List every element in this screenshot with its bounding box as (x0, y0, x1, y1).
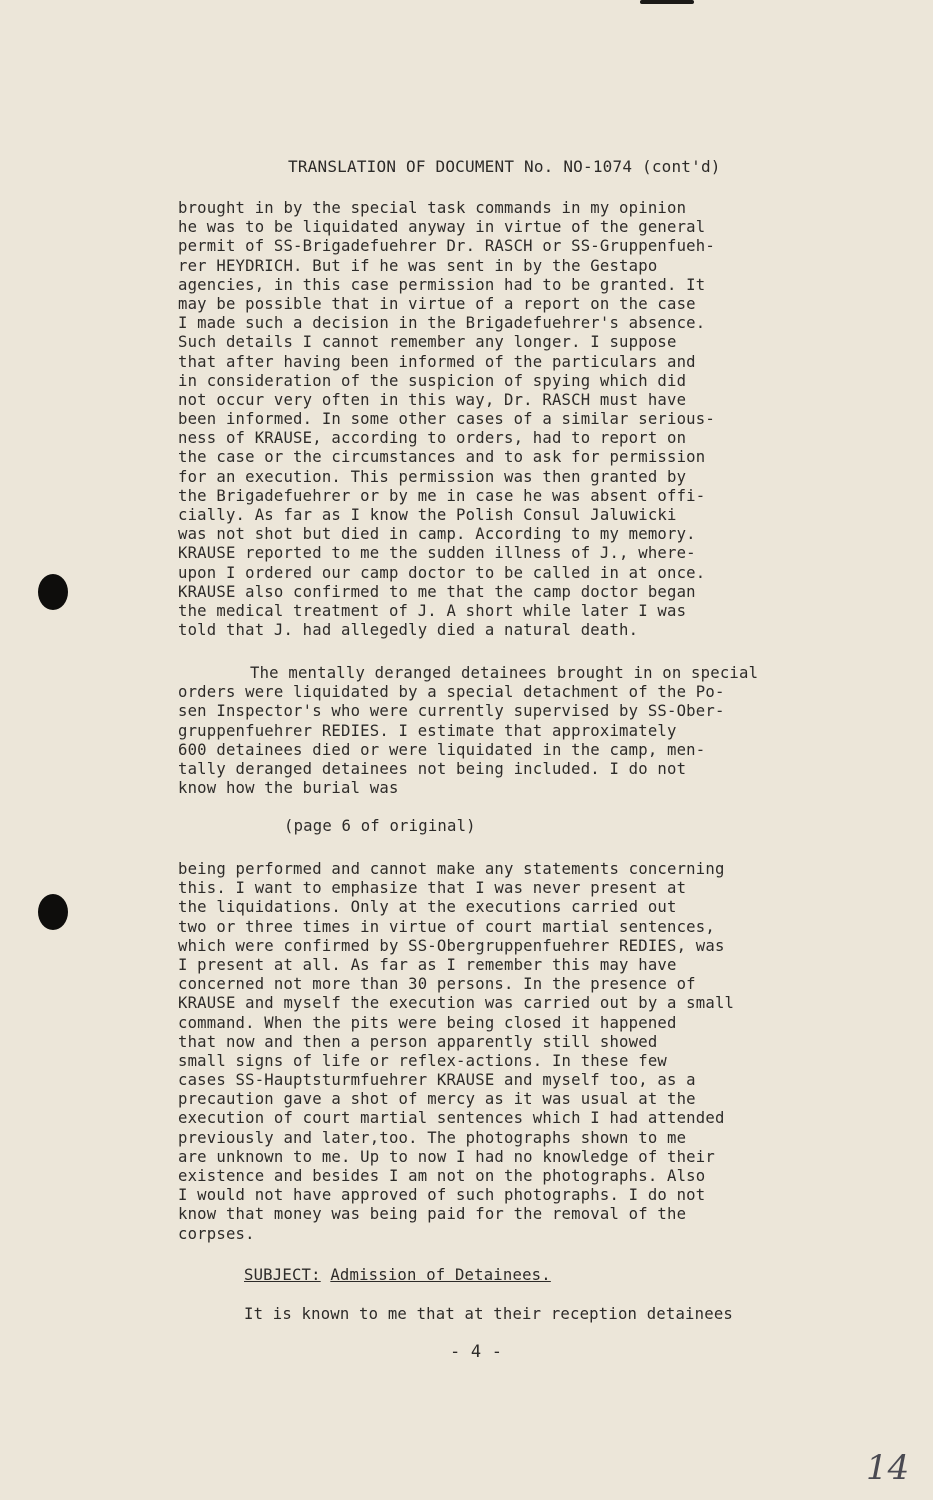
text-line: the Brigadefuehrer or by me in case he was absent offi- (178, 486, 706, 505)
text-line: he was to be liquidated anyway in virtue of the general (178, 218, 706, 237)
text-line: 600 detainees died or were liquidated in the camp, men- (178, 740, 706, 759)
subject-line (244, 1266, 551, 1284)
text-line: told that J. had allegedly died a natural death. (178, 621, 639, 640)
text-line: upon I ordered our camp doctor to be called in at once. (178, 563, 706, 582)
text-line: which were confirmed by SS-Obergruppenfuehrer REDIES, was (178, 936, 725, 955)
handwritten-page-number: 14 (866, 1448, 910, 1488)
text-line: that now and then a person apparently still showed (178, 1032, 658, 1051)
text-line: concerned not more than 30 persons. In the presence of (178, 975, 696, 994)
text-line: orders were liquidated by a special detachment of the Po- (178, 683, 725, 702)
subject-label: SUBJECT: (244, 1266, 321, 1284)
text-line: gruppenfuehrer REDIES. I estimate that approximately (178, 721, 677, 740)
text-line: Such details I cannot remember any longer. I suppose (178, 333, 677, 352)
text-line: know how the burial was (178, 779, 399, 798)
text-line: corpses. (178, 1224, 255, 1243)
paragraph-2 (178, 664, 868, 798)
text-line: that after having been informed of the particulars and (178, 352, 696, 371)
text-line: the case or the circumstances and to ask for permission (178, 448, 706, 467)
text-line: precaution gave a shot of mercy as it was usual at the (178, 1090, 696, 1109)
text-line: this. I want to emphasize that I was never present at (178, 879, 687, 898)
text-line: previously and later,too. The photographs shown to me (178, 1128, 687, 1147)
text-line: cially. As far as I know the Polish Consul Jaluwicki (178, 506, 677, 524)
text-line: was not shot but died in camp. According to my memory. (178, 525, 696, 544)
text-line: the medical treatment of J. A short while later I was (178, 601, 687, 620)
page-reference: (page 6 of original) (284, 817, 476, 835)
text-line: agencies, in this case permission had to be granted. It (178, 275, 706, 294)
text-line: not occur very often in this way, Dr. RASCH must have (178, 390, 687, 409)
text-line: tally deranged detainees not being included. I do not (178, 759, 687, 778)
punch-hole-top (38, 574, 68, 610)
punch-hole-bottom (38, 894, 68, 930)
page-number: - 4 - (450, 1342, 503, 1362)
text-line: brought in by the special task commands in my opinion (178, 199, 687, 217)
top-edge-mark (640, 0, 694, 4)
text-line: permit of SS-Brigadefuehrer Dr. RASCH or SS-Gruppenfueh- (178, 237, 715, 256)
subject-title: Admission of Detainees. (330, 1266, 551, 1284)
text-line: execution of court martial sentences which I had attended (178, 1109, 725, 1128)
text-line: the liquidations. Only at the executions carried out (178, 898, 677, 917)
text-line: being performed and cannot make any statements concerning (178, 860, 725, 878)
document-heading: TRANSLATION OF DOCUMENT No. NO-1074 (cont'd) (288, 157, 721, 176)
text-line: KRAUSE and myself the execution was carried out by a small (178, 994, 735, 1013)
text-line: two or three times in virtue of court martial sentences, (178, 917, 715, 936)
text-line: I would not have approved of such photographs. I do not (178, 1186, 706, 1205)
text-line: KRAUSE also confirmed to me that the camp doctor began (178, 582, 696, 601)
text-line: sen Inspector's who were currently supervised by SS-Ober- (178, 702, 725, 721)
text-line: I present at all. As far as I remember this may have (178, 955, 677, 974)
text-line: may be possible that in virtue of a report on the case (178, 294, 696, 313)
text-line: small signs of life or reflex-actions. In these few (178, 1051, 667, 1070)
text-line: rer HEYDRICH. But if he was sent in by the Gestapo (178, 256, 658, 275)
text-line: for an execution. This permission was then granted by (178, 467, 687, 486)
paragraph-4: It is known to me that at their reception detainees (244, 1305, 733, 1323)
text-line: been informed. In some other cases of a similar serious- (178, 410, 715, 429)
text-line: ness of KRAUSE, according to orders, had to report on (178, 429, 687, 448)
text-line: KRAUSE reported to me the sudden illness of J., where- (178, 544, 696, 563)
text-line: in consideration of the suspicion of spying which did (178, 371, 687, 390)
paragraph-3 (178, 860, 868, 1244)
paragraph-1 (178, 199, 868, 640)
text-line: I made such a decision in the Brigadefuehrer's absence. (178, 314, 706, 333)
text-line: cases SS-Hauptsturmfuehrer KRAUSE and myself too, as a (178, 1071, 696, 1090)
text-line: The mentally deranged detainees brought in on special (250, 664, 759, 682)
text-line: existence and besides I am not on the photographs. Also (178, 1167, 706, 1185)
text-line: command. When the pits were being closed it happened (178, 1013, 677, 1032)
text-line: know that money was being paid for the removal of the (178, 1205, 687, 1224)
text-line: are unknown to me. Up to now I had no knowledge of their (178, 1147, 715, 1166)
